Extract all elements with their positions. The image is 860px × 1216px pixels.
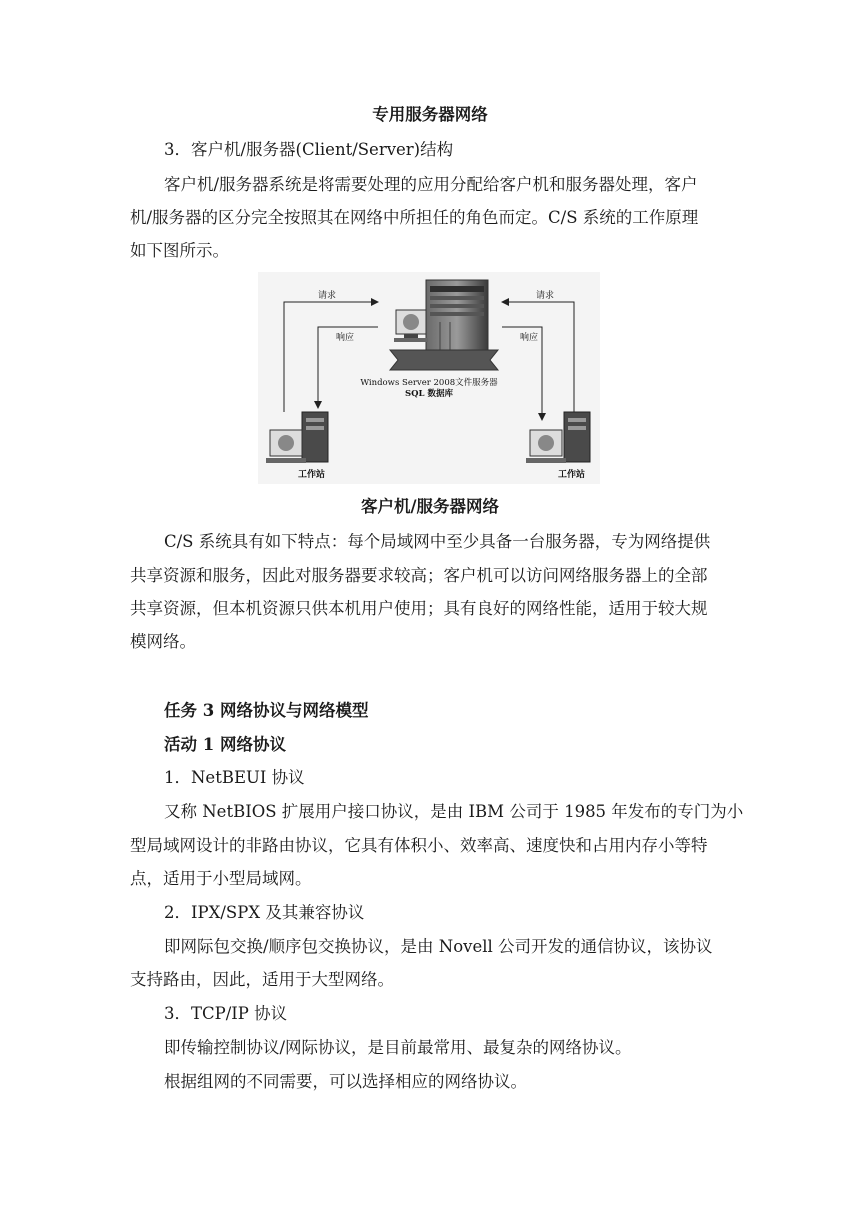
paragraph-line: 即传输控制协议/网际协议，是目前最常用、最复杂的网络协议。 (164, 1038, 632, 1057)
paragraph-line: 根据组网的不同需要，可以选择相应的网络协议。 (164, 1072, 527, 1091)
paragraph-line: 点，适用于小型局域网。 (130, 869, 312, 888)
paragraph-line: 又称 NetBIOS 扩展用户接口协议，是由 IBM 公司于 1985 年发布的专门为小 (164, 802, 744, 821)
paragraph-line: 共享资源，但本机资源只供本机用户使用；具有良好的网络性能，适用于较大规 (130, 599, 708, 618)
banner-ribbon (390, 350, 498, 370)
netbeui-heading: 1．NetBEUI 协议 (164, 768, 305, 787)
caption-top: 专用服务器网络 (372, 105, 488, 124)
section-heading-cs: 3．客户机/服务器(Client/Server)结构 (164, 140, 454, 159)
activity-title: 活动 1 网络协议 (164, 735, 286, 754)
left-response-label: 响应 (336, 333, 355, 343)
right-response-label: 响应 (520, 333, 539, 343)
server-label-line2: SQL 数据库 (405, 389, 453, 399)
left-workstation-icon (266, 412, 328, 463)
task-title: 任务 3 网络协议与网络模型 (164, 701, 369, 720)
right-request-label: 请求 (536, 291, 555, 301)
paragraph-line: 即网际包交换/顺序包交换协议，是由 Novell 公司开发的通信协议，该协议 (164, 937, 713, 956)
paragraph-line: C/S 系统具有如下特点：每个局域网中至少具备一台服务器，专为网络提供 (164, 532, 711, 551)
tcpip-heading: 3．TCP/IP 协议 (164, 1004, 288, 1023)
ipx-heading: 2．IPX/SPX 及其兼容协议 (164, 903, 365, 922)
paragraph-line: 共享资源和服务，因此对服务器要求较高；客户机可以访问网络服务器上的全部 (130, 566, 708, 585)
server-monitor-icon (394, 310, 428, 342)
paragraph-line: 机/服务器的区分完全按照其在网络中所担任的角色而定。C/S 系统的工作原理 (130, 208, 699, 227)
right-request-arrow (502, 302, 574, 412)
paragraph-line: 型局域网设计的非路由协议，它具有体积小、效率高、速度快和占用内存小等特 (130, 836, 708, 855)
left-request-label: 请求 (318, 291, 337, 301)
paragraph-line: 模网络。 (130, 632, 196, 651)
right-workstation-icon (526, 412, 590, 463)
paragraph-line: 如下图所示。 (130, 241, 229, 260)
caption-figure: 客户机/服务器网络 (360, 497, 500, 516)
client-server-diagram (258, 272, 600, 484)
paragraph-line: 支持路由，因此，适用于大型网络。 (130, 970, 394, 989)
left-request-arrow (284, 302, 378, 412)
server-label-line1: Windows Server 2008文件服务器 (360, 378, 498, 388)
paragraph-line: 客户机/服务器系统是将需要处理的应用分配给客户机和服务器处理，客户 (164, 175, 698, 194)
right-workstation-label: 工作站 (558, 470, 586, 480)
left-workstation-label: 工作站 (298, 470, 326, 480)
